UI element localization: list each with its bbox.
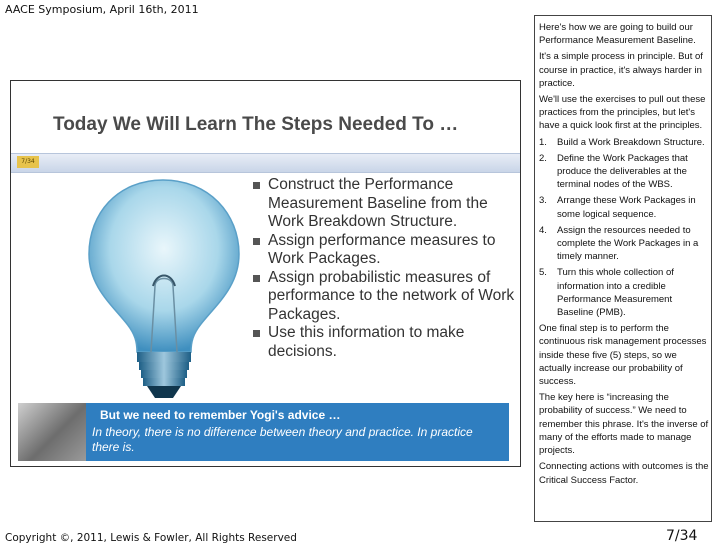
notes-paragraph: Here's how we are going to build our Performance Measurement Baseline. [539, 22, 696, 47]
step-item: 3. Arrange these Work Packages in some logical sequence. [539, 195, 696, 220]
quote-panel [18, 403, 509, 461]
bullet-item: Assign probabilistic measures of performance to the network of Work Packages. [253, 269, 518, 325]
steps-list [539, 136, 711, 320]
step-item: 2. Define the Work Packages that produce the deliverables at the terminal nodes of the WBS. [539, 152, 688, 191]
slide-bullet-list [253, 176, 518, 361]
slide-divider-bar [11, 153, 520, 173]
quote-text: In theory, there is no difference between theory and practice. In practice there is. [92, 425, 473, 454]
bullet-item: Use this information to make decisions. [253, 324, 518, 361]
page-number: 7/34 [666, 528, 698, 544]
step-item: 4. Assign the resources needed to complete the Work Packages in a timely manner. [539, 224, 699, 263]
notes-paragraph: One final step is to perform the continuous risk management processes inside these five (5) steps, so we actually increase our probability of success. [539, 323, 707, 388]
notes-paragraph: It's a simple process in principle. But of course in practice, it's always harder in practice. [539, 51, 703, 89]
lightbulb-image [81, 176, 246, 402]
speaker-notes [534, 15, 712, 522]
document-header: AACE Symposium, April 16th, 2011 [5, 3, 199, 16]
slide-number-badge: 7/34 [17, 156, 39, 168]
notes-paragraph: We'll use the exercises to pull out these practices from the principles, but let's have a quick look first at the principles. [539, 94, 706, 132]
notes-paragraph: The key here is “increasing the probability of success.” We need to remember this phrase. It's the inverse of many of the efforts made to manage projects. [539, 392, 709, 457]
notes-paragraph: Connecting actions with outcomes is the Critical Success Factor. [539, 461, 709, 486]
bullet-item: Construct the Performance Measurement Baseline from the Work Breakdown Structure. [253, 176, 518, 232]
yogi-photo [18, 403, 86, 461]
step-item: 5. Turn this whole collection of information into a credible Performance Measurement Baseline (PMB). [539, 267, 674, 319]
bullet-item: Assign performance measures to Work Packages. [253, 232, 518, 269]
step-item: 1. Build a Work Breakdown Structure. [539, 136, 705, 148]
quote-heading: But we need to remember Yogi's advice … [100, 408, 341, 422]
copyright-footer: Copyright ©, 2011, Lewis & Fowler, All Rights Reserved [5, 532, 297, 544]
slide-title: Today We Will Learn The Steps Needed To … [53, 114, 459, 135]
slide-thumbnail [10, 80, 521, 467]
